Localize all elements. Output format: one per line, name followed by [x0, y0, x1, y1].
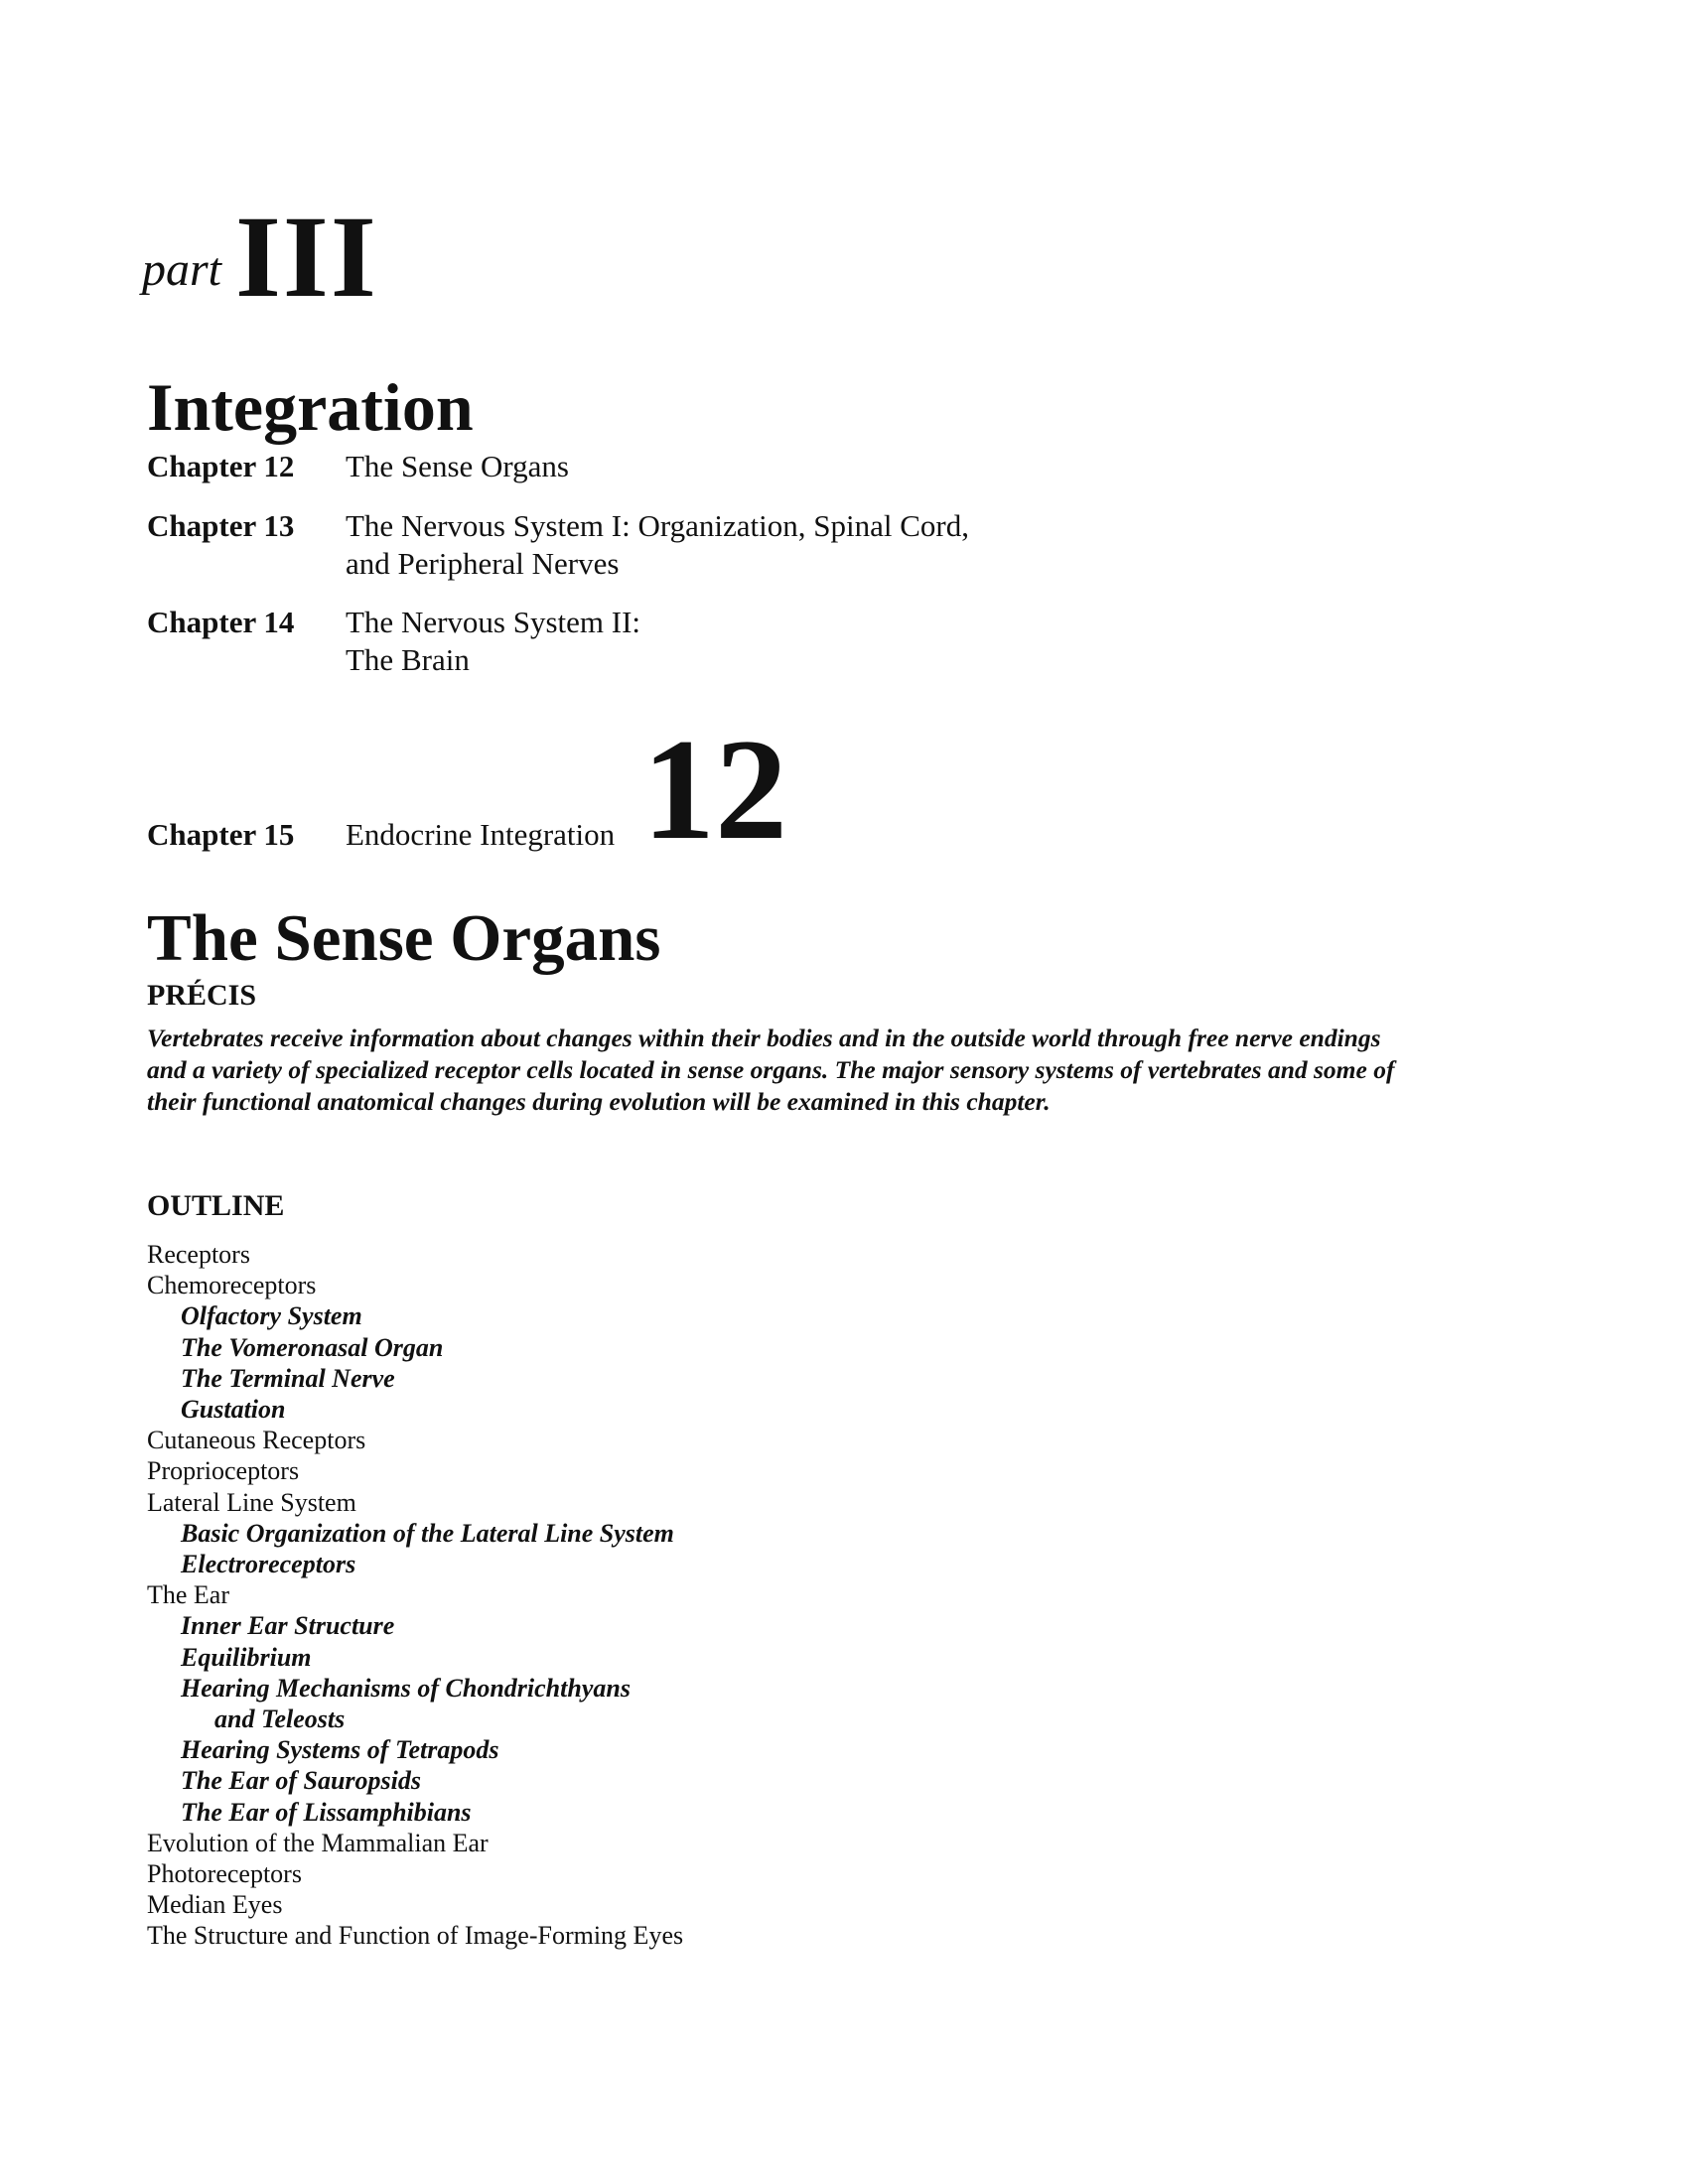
outline-item: Hearing Mechanisms of Chondrichthyans: [181, 1673, 631, 1703]
chapter-13-title-line: and Peripheral Nerves: [346, 546, 620, 581]
outline-item: The Ear of Lissamphibians: [181, 1797, 472, 1827]
part-title: Integration: [147, 369, 474, 445]
outline-item: The Ear of Sauropsids: [181, 1766, 421, 1796]
outline-item: and Teleosts: [214, 1705, 346, 1734]
chapter-12-label: Chapter 12: [147, 449, 295, 483]
outline-heading: OUTLINE: [147, 1189, 285, 1222]
outline-item: Basic Organization of the Lateral Line System: [181, 1518, 674, 1548]
outline-item: Median Eyes: [147, 1890, 283, 1920]
chapter-12-title-line: The Sense Organs: [346, 449, 569, 483]
outline-item: Photoreceptors: [147, 1859, 302, 1889]
chapter-13-label: Chapter 13: [147, 508, 295, 543]
chapter-14-label: Chapter 14: [147, 605, 295, 639]
outline-item: The Ear: [147, 1580, 230, 1610]
outline-item: The Terminal Nerve: [181, 1363, 395, 1393]
chapter-14-title: [346, 604, 1100, 679]
outline-item: Receptors: [147, 1240, 250, 1269]
chapter-title: The Sense Organs: [147, 901, 661, 975]
precis-line: their functional anatomical changes during evolution will be examined in this chapter.: [147, 1087, 1051, 1116]
chapter-15-label: Chapter 15: [147, 817, 295, 852]
outline-item: Evolution of the Mammalian Ear: [147, 1828, 489, 1857]
precis-heading: PRÉCIS: [147, 979, 257, 1012]
precis-line: Vertebrates receive information about changes within their bodies and in the outside world through free nerve endings: [147, 1024, 1381, 1052]
part-label: part: [142, 243, 222, 296]
outline-item: Lateral Line System: [147, 1487, 356, 1517]
outline-item: Hearing Systems of Tetrapods: [181, 1735, 499, 1765]
outline-item: Proprioceptors: [147, 1456, 300, 1486]
chapter-14-title-line: The Brain: [346, 642, 470, 677]
precis-line: and a variety of specialized receptor cells located in sense organs. The major sensory systems of vertebrates and some of: [147, 1055, 1395, 1084]
outline-item: Cutaneous Receptors: [147, 1426, 366, 1455]
outline-item: Equilibrium: [181, 1642, 312, 1672]
chapter-12-title: [346, 448, 1100, 485]
outline-item: The Structure and Function of Image-Forming Eyes: [147, 1921, 684, 1951]
chapter-13-title: [346, 507, 1100, 583]
outline-item: Gustation: [181, 1395, 286, 1425]
chapter-15-title-line: Endocrine Integration: [346, 817, 616, 852]
outline-item: Chemoreceptors: [147, 1271, 317, 1300]
precis-text: [147, 1023, 1527, 1118]
part-number: III: [235, 192, 378, 322]
outline-item: Inner Ear Structure: [181, 1611, 395, 1641]
chapter-13-title-line: The Nervous System I: Organization, Spinal Cord,: [346, 508, 969, 543]
outline-list: [147, 1239, 683, 1952]
outline-item: Electroreceptors: [181, 1550, 356, 1579]
outline-item: Olfactory System: [181, 1301, 362, 1331]
outline-item: The Vomeronasal Organ: [181, 1332, 444, 1362]
chapter-14-title-line: The Nervous System II:: [346, 605, 641, 639]
chapter-number: 12: [642, 709, 787, 870]
